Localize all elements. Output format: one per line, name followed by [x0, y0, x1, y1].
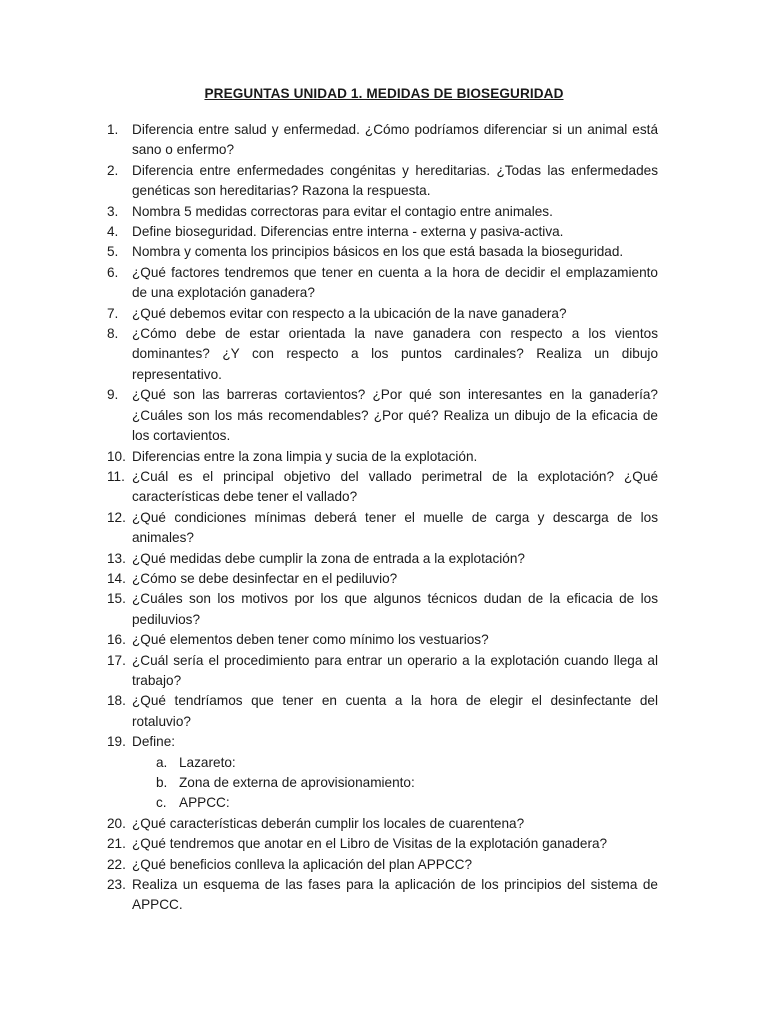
question-number: 6.	[107, 264, 119, 280]
question-item	[107, 508, 658, 549]
question-item	[107, 202, 658, 222]
question-number: 1.	[107, 122, 119, 137]
question-list	[107, 120, 658, 916]
question-text: ¿Qué tendríamos que tener en cuenta a la hora de elegir el desinfectante del rotaluvio?	[132, 693, 658, 729]
question-number: 22.	[107, 856, 126, 872]
question-item	[107, 385, 658, 446]
question-item	[107, 732, 658, 814]
question-item	[107, 161, 658, 202]
question-text: ¿Qué factores tendremos que tener en cuenta a la hora de decidir el emplazamiento de una explotación ganadera?	[132, 264, 658, 301]
question-item	[107, 242, 658, 262]
question-text: Nombra 5 medidas correctoras para evitar el contagio entre animales.	[132, 203, 553, 219]
question-text: Realiza un esquema de las fases para la aplicación de los principios del sistema de APPCC.	[132, 877, 658, 913]
question-number: 23.	[107, 877, 126, 893]
define-item-text: APPCC:	[179, 795, 230, 811]
question-item	[107, 263, 658, 304]
question-number: 4.	[107, 224, 119, 240]
question-text: ¿Qué condiciones mínimas deberá tener el muelle de carga y descarga de los animales?	[132, 509, 658, 546]
question-number: 11.	[107, 468, 125, 484]
define-item	[132, 793, 658, 813]
question-text: Diferencia entre salud y enfermedad. ¿Cómo podríamos diferenciar si un animal está sano o enfermo?	[132, 122, 658, 158]
question-number: 8.	[107, 326, 119, 342]
define-item-text: Zona de externa de aprovisionamiento:	[179, 775, 415, 790]
question-text: Define:	[132, 734, 176, 750]
question-number: 10.	[107, 448, 126, 464]
question-number: 15.	[107, 591, 126, 607]
question-number: 7.	[107, 305, 119, 321]
question-text: ¿Qué son las barreras cortavientos? ¿Por qué son interesantes en la ganadería? ¿Cuáles son los más recomendables? ¿Por qué? Realiza un dibujo de la eficacia de los cortavientos.	[132, 387, 658, 444]
question-item	[107, 222, 658, 242]
question-number: 21.	[107, 836, 126, 852]
question-text: ¿Qué medidas debe cumplir la zona de entrada a la explotación?	[132, 550, 525, 566]
question-item	[107, 814, 658, 834]
question-number: 12.	[107, 509, 126, 525]
question-item	[107, 875, 658, 916]
question-item	[107, 589, 658, 630]
question-text: ¿Cuál es el principal objetivo del vallado perimetral de la explotación? ¿Qué características debe tener el vallado?	[132, 468, 658, 505]
question-text: ¿Cómo se debe desinfectar en el pediluvio?	[132, 570, 398, 586]
question-item	[107, 447, 658, 467]
question-number: 5.	[107, 244, 119, 260]
question-text: ¿Qué tendremos que anotar en el Libro de Visitas de la explotación ganadera?	[132, 836, 608, 852]
question-text: ¿Qué beneficios conlleva la aplicación del plan APPCC?	[132, 856, 473, 872]
question-number: 20.	[107, 815, 126, 831]
question-item	[107, 651, 658, 692]
define-sublist	[132, 753, 658, 814]
question-item	[107, 120, 658, 161]
question-text: Nombra y comenta los principios básicos en los que está basada la bioseguridad.	[132, 244, 624, 260]
define-item	[132, 753, 658, 773]
define-item-letter: b.	[156, 775, 168, 790]
question-number: 3.	[107, 203, 119, 219]
question-number: 16.	[107, 632, 126, 648]
question-number: 2.	[107, 162, 119, 178]
question-item	[107, 324, 658, 385]
question-item	[107, 855, 658, 875]
question-text: Define bioseguridad. Diferencias entre interna - externa y pasiva-activa.	[132, 224, 564, 240]
define-item-text: Lazareto:	[179, 754, 236, 770]
question-number: 14.	[107, 570, 126, 586]
question-item	[107, 834, 658, 854]
define-item-letter: c.	[156, 795, 167, 811]
question-item	[107, 549, 658, 569]
document-title: PREGUNTAS UNIDAD 1. MEDIDAS DE BIOSEGURIDAD	[204, 86, 564, 101]
question-text: ¿Cuál sería el procedimiento para entrar un operario a la explotación cuando llega al trabajo?	[132, 652, 658, 688]
question-number: 19.	[107, 734, 126, 750]
question-number: 18.	[107, 693, 126, 709]
question-text: ¿Qué elementos deben tener como mínimo los vestuarios?	[132, 632, 489, 648]
question-item	[107, 630, 658, 650]
question-text: ¿Qué debemos evitar con respecto a la ubicación de la nave ganadera?	[132, 305, 567, 321]
question-text: ¿Qué características deberán cumplir los locales de cuarentena?	[132, 815, 525, 831]
question-text: ¿Cuáles son los motivos por los que algunos técnicos dudan de la eficacia de los pediluvios?	[132, 591, 658, 627]
define-item	[132, 773, 658, 793]
question-text: Diferencia entre enfermedades congénitas y hereditarias. ¿Todas las enfermedades genéticas son hereditarias? Razona la respuesta.	[132, 162, 658, 199]
define-item-letter: a.	[156, 754, 168, 770]
question-item	[107, 467, 658, 508]
question-item	[107, 304, 658, 324]
question-number: 9.	[107, 387, 119, 403]
question-number: 13.	[107, 550, 126, 566]
question-text: ¿Cómo debe de estar orientada la nave ganadera con respecto a los vientos dominantes? ¿Y con respecto a los puntos cardinales? Realiza un dibujo representativo.	[132, 326, 658, 382]
question-item	[107, 569, 658, 589]
question-text: Diferencias entre la zona limpia y sucia de la explotación.	[132, 448, 478, 464]
question-item	[107, 691, 658, 732]
question-number: 17.	[107, 652, 126, 668]
